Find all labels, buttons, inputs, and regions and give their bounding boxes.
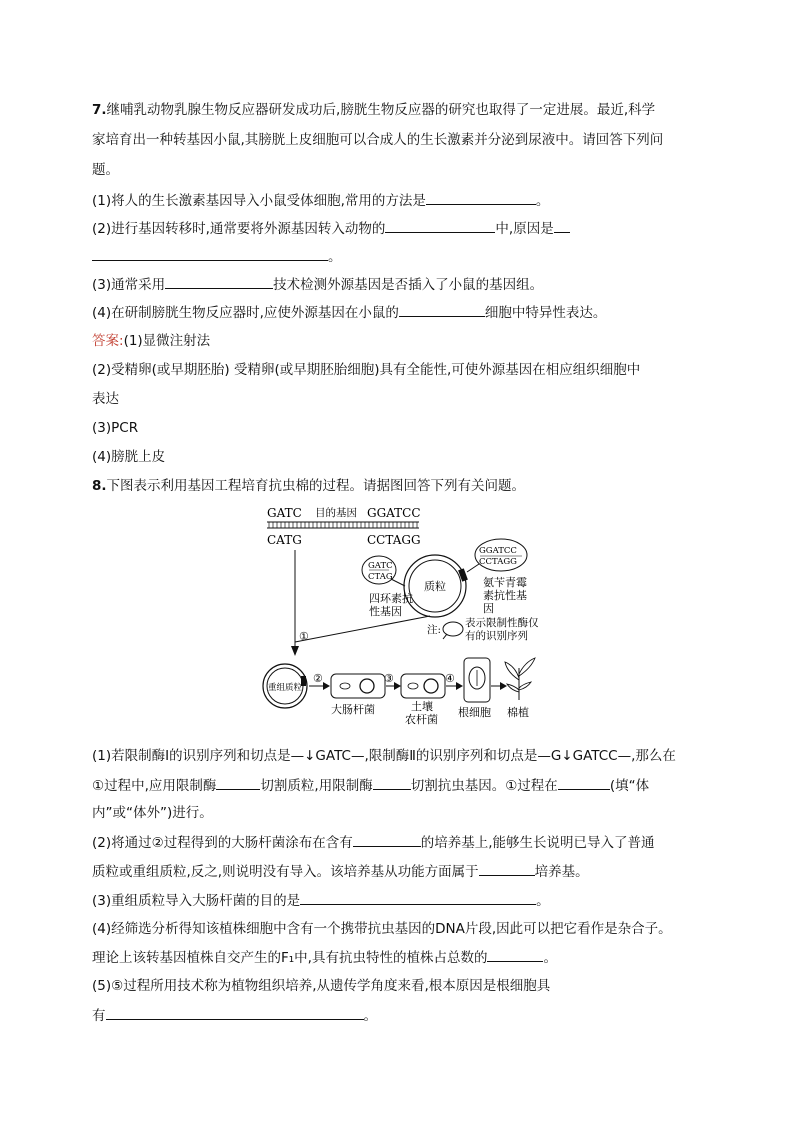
seq-bot-left: CATG <box>267 533 302 547</box>
q7-blank-2[interactable] <box>385 218 495 233</box>
cotton-label: 棉植 <box>507 706 529 719</box>
amp-label-3: 因 <box>483 602 494 615</box>
q7-part3: (3)通常采用 技术检测外源基因是否插入了小鼠的基因组。 <box>92 274 543 295</box>
bubble2-top: GGATCC <box>479 546 517 556</box>
ecoli-label: 大肠杆菌 <box>331 703 375 716</box>
q8-part2-line2: 质粒或重组质粒,反之,则说明没有导入。该培养基从功能方面属于 培养基。 <box>92 861 589 882</box>
q8-part5-line1: (5)⑤过程所用技术称为植物组织培养,从遗传学角度来看,根本原因是根细胞具 <box>92 978 551 994</box>
q7-part4: (4)在研制膀胱生物反应器时,应使外源基因在小鼠的 细胞中特异性表达。 <box>92 302 606 323</box>
step-1-label: ① <box>299 630 309 643</box>
q8-part1-line3: 内”或“体外”)进行。 <box>92 805 213 821</box>
q8-blank-2[interactable] <box>373 775 411 790</box>
q8-blank-3[interactable] <box>558 775 610 790</box>
bubble1-top: GATC <box>368 561 393 571</box>
q8-number: 8. <box>92 478 107 494</box>
seq-top-left: GATC <box>267 506 302 520</box>
q7-blank-5[interactable] <box>399 302 485 317</box>
q7-stem-line3: 题。 <box>92 162 119 178</box>
q8-part4-line1: (4)经筛选分析得知该植株细胞中含有一个携带抗虫基因的DNA片段,因此可以把它看作是杂合子。 <box>92 921 672 937</box>
seq-top-mid: 目的基因 <box>315 507 357 519</box>
note-bubble-icon <box>443 622 463 639</box>
q8-stem: 8.下图表示利用基因工程培育抗虫棉的过程。请据图回答下列有关问题。 <box>92 478 526 494</box>
q8-blank-4[interactable] <box>353 832 421 847</box>
seq-bot-right: CCTAGG <box>367 533 421 547</box>
q8-part1-line2: ①过程中,应用限制酶 切割质粒,用限制酶 切割抗虫基因。①过程在 (填“体 <box>92 775 649 796</box>
q8-blank-1[interactable] <box>216 775 260 790</box>
q8-part1-line1: (1)若限制酶Ⅰ的识别序列和切点是—↓GATC—,限制酶Ⅱ的识别序列和切点是—G↓GATCC—,那么在 <box>92 748 676 764</box>
amp-label-1: 氨苄青霉 <box>483 576 527 589</box>
agro-label-2: 农杆菌 <box>405 713 438 725</box>
q7-part2: (2)进行基因转移时,通常要将外源基因转入动物的 中,原因是 <box>92 218 570 239</box>
plasmid-label: 质粒 <box>424 580 446 593</box>
tet-label-2: 性基因 <box>369 605 402 618</box>
q8-blank-6[interactable] <box>300 890 536 905</box>
tet-label-1: 四环素抗 <box>369 592 413 605</box>
q7-blank-4[interactable] <box>165 274 273 289</box>
q7-blank-1[interactable] <box>426 190 536 205</box>
q7-answer-2-cont: 表达 <box>92 391 119 407</box>
q8-blank-7[interactable] <box>487 947 543 962</box>
q7-part1: (1)将人的生长激素基因导入小鼠受体细胞,常用的方法是 。 <box>92 190 549 211</box>
step-2-label: ② <box>313 672 323 685</box>
q7-stem-line2: 家培育出一种转基因小鼠,其膀胱上皮细胞可以合成人的生长激素并分泌到尿液中。请回答下列问 <box>92 132 664 148</box>
q8-blank-8[interactable] <box>106 1005 364 1020</box>
gene-engineering-diagram <box>255 500 545 725</box>
arrow-5-head <box>500 682 507 690</box>
q7-blank-3[interactable] <box>92 246 328 261</box>
arrow-3-head <box>394 682 401 690</box>
arrow-4-head <box>456 682 463 690</box>
q7-number: 7. <box>92 102 107 118</box>
q8-part5-line2: 有 。 <box>92 1005 377 1026</box>
plasmid-link-line <box>295 616 430 642</box>
agro-label-1: 土壤 <box>411 700 433 713</box>
q7-answer-4: (4)膀胱上皮 <box>92 449 166 465</box>
step-4-label: ④ <box>445 672 455 685</box>
q8-part3: (3)重组质粒导入大肠杆菌的目的是 。 <box>92 890 550 911</box>
step-3-label: ③ <box>384 672 394 685</box>
seq-top-right: GGATCC <box>367 506 421 520</box>
answer-label: 答案: <box>92 333 124 349</box>
q7-part2-cont: 。 <box>92 246 342 267</box>
arrow-1-head <box>291 646 299 656</box>
q8-part2-line1: (2)将通过②过程得到的大肠杆菌涂布在含有 的培养基上,能够生长说明已导入了普通 <box>92 832 655 853</box>
dna-double-strand <box>267 522 419 528</box>
q7-blank-3-start[interactable] <box>554 218 570 233</box>
note-text-2: 有的识别序列 <box>465 630 528 642</box>
amp-label-2: 素抗性基 <box>483 589 527 602</box>
arrow-2-head <box>323 682 330 690</box>
q8-blank-5[interactable] <box>479 861 535 876</box>
note-label: 注: <box>427 624 442 636</box>
bubble2-bottom: CCTAGG <box>479 557 517 567</box>
q7-answer-1: 答案:(1)显微注射法 <box>92 333 211 349</box>
ecoli-box <box>331 674 385 698</box>
note-text-1: 表示限制性酶仅 <box>465 617 539 629</box>
q7-stem-line1: 7.继哺乳动物乳腺生物反应器研发成功后,膀胱生物反应器的研究也取得了一定进展。最近,科学 <box>92 102 656 118</box>
root-cell-box <box>464 658 490 702</box>
root-cell-label: 根细胞 <box>458 706 491 719</box>
q7-answer-3: (3)PCR <box>92 420 139 436</box>
q7-answer-2: (2)受精卵(或早期胚胎) 受精卵(或早期胚胎细胞)具有全能性,可使外源基因在相应组织细胞中 <box>92 362 641 378</box>
agrobacterium-box <box>401 674 445 698</box>
recombinant-label: 重组质粒 <box>268 683 303 693</box>
bubble1-bottom: CTAG <box>368 572 393 582</box>
cotton-plant-icon <box>505 658 535 700</box>
q8-part4-line2: 理论上该转基因植株自交产生的F₁中,具有抗虫特性的植株占总数的 。 <box>92 947 557 968</box>
